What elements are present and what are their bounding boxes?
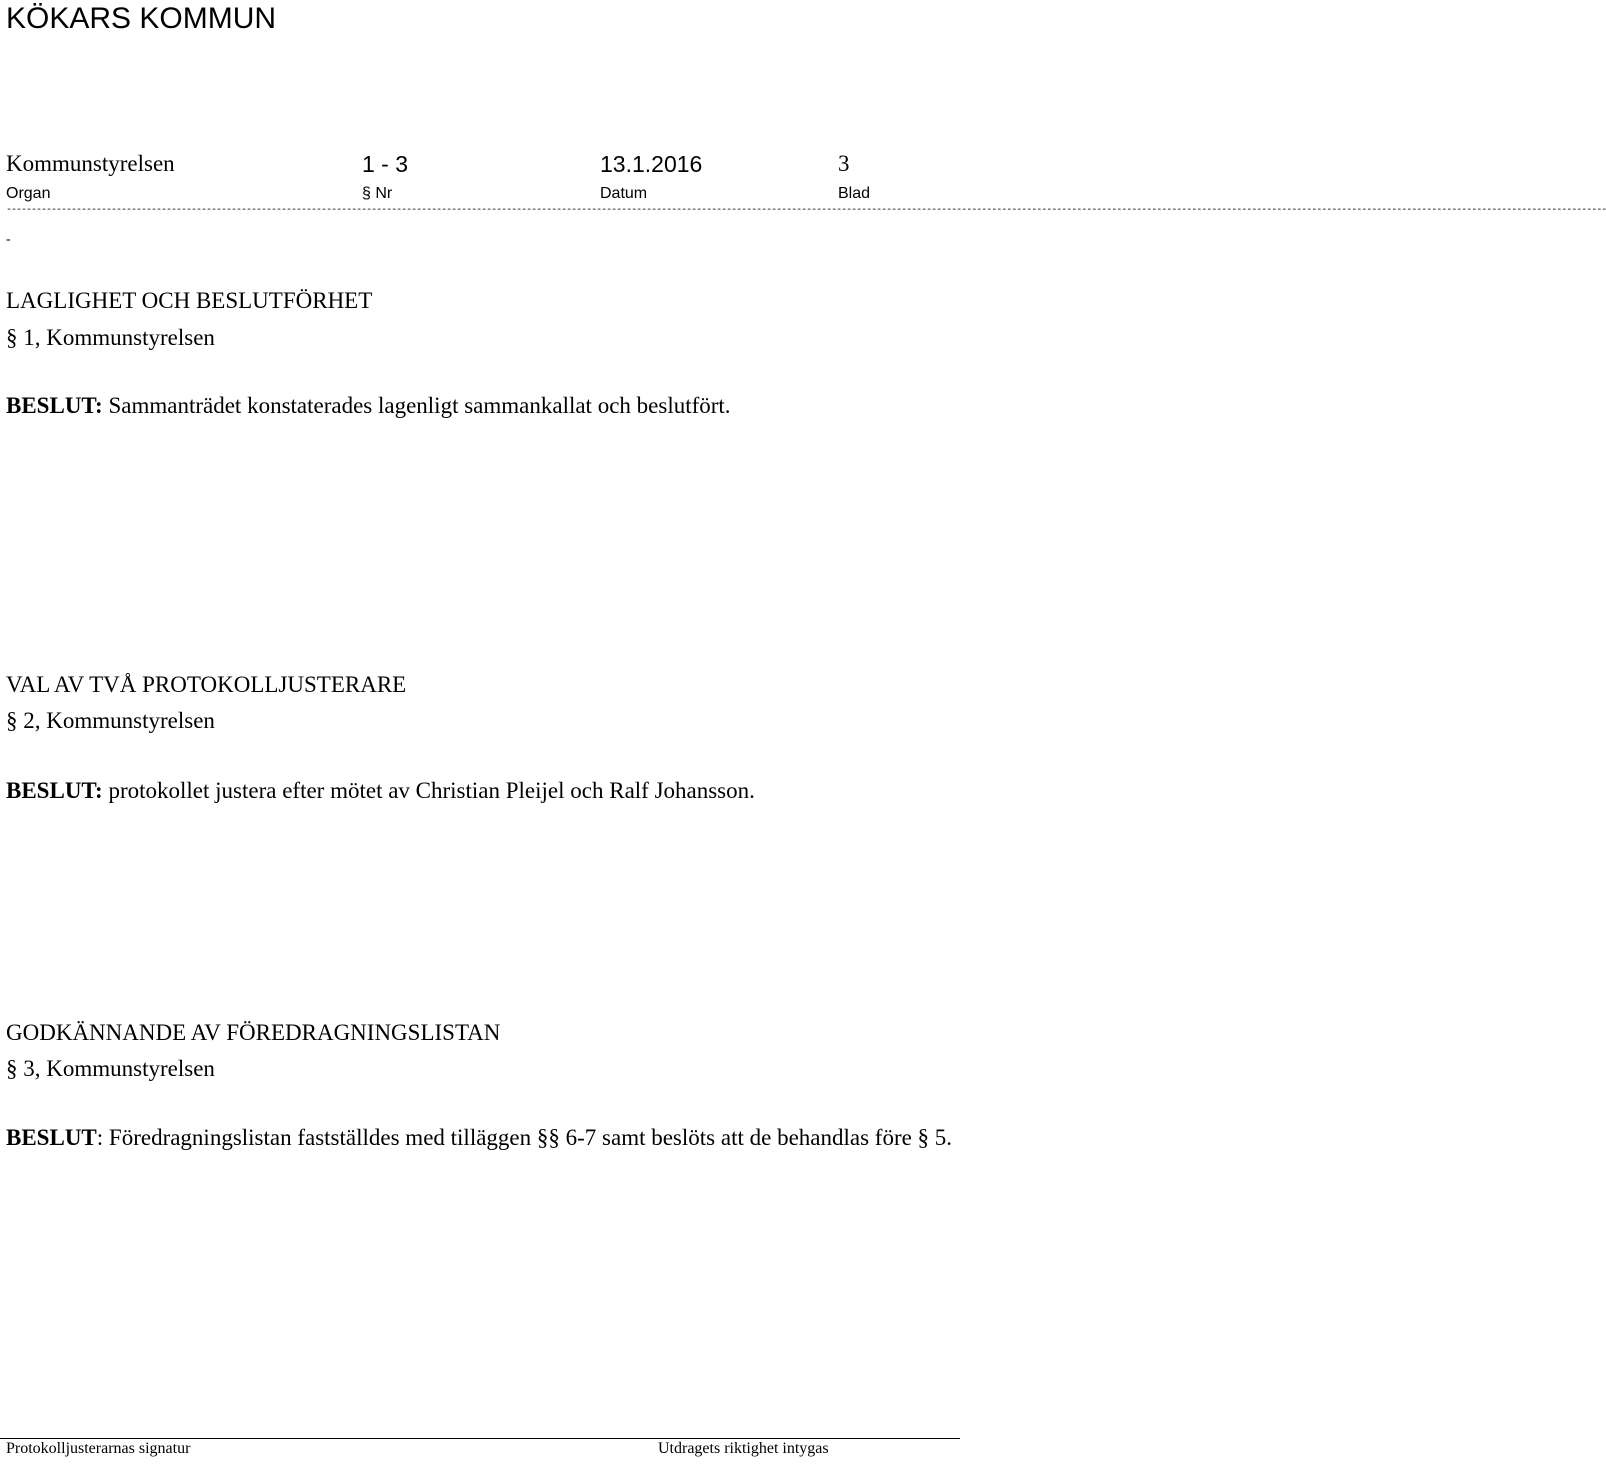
- municipality-name: KÖKARS KOMMUN: [6, 2, 277, 35]
- nr-value: 1 - 3: [362, 151, 409, 177]
- footer-rule: [0, 1438, 960, 1439]
- footer-certification-label: Utdragets riktighet intygas: [658, 1440, 829, 1457]
- decision-label: BESLUT:: [6, 778, 103, 803]
- nr-label: § Nr: [362, 185, 393, 202]
- datum-label: Datum: [600, 185, 648, 202]
- decision-text: protokollet justera efter mötet av Christian Pleijel och Ralf Johansson.: [102, 778, 755, 803]
- blad-label: Blad: [838, 185, 871, 202]
- section-3-decision: [6, 1121, 956, 1155]
- datum-value: 13.1.2016: [600, 151, 703, 177]
- separator-dash-line: --------------------------------------------------------------------------------------------------------------------------------------------------------------------------------------------------------------------------------------------------------------------------------------------------------------------------------: [6, 205, 1606, 216]
- decision-label: BESLUT: [6, 1125, 97, 1150]
- separator-tail: -: [6, 232, 11, 247]
- section-1-decision: [6, 393, 731, 419]
- section-1-heading: LAGLIGHET OCH BESLUTFÖRHET: [6, 288, 373, 313]
- organ-value: Kommunstyrelsen: [6, 151, 175, 176]
- blad-value: 3: [838, 151, 850, 176]
- organ-label: Organ: [6, 185, 51, 202]
- section-2-decision: [6, 778, 755, 804]
- decision-text: Sammanträdet konstaterades lagenligt sammankallat och beslutfört.: [102, 393, 731, 418]
- footer-signature-label: Protokolljusterarnas signatur: [6, 1440, 191, 1457]
- section-2-heading: VAL AV TVÅ PROTOKOLLJUSTERARE: [6, 672, 407, 697]
- decision-label: BESLUT:: [6, 393, 103, 418]
- section-3-heading: GODKÄNNANDE AV FÖREDRAGNINGSLISTAN: [6, 1020, 501, 1045]
- section-3-paragraph: § 3, Kommunstyrelsen: [6, 1056, 215, 1081]
- section-2-paragraph: § 2, Kommunstyrelsen: [6, 708, 215, 733]
- section-1-paragraph: § 1, Kommunstyrelsen: [6, 325, 215, 350]
- decision-text: : Föredragningslistan fastställdes med tilläggen §§ 6-7 samt beslöts att de behandlas före § 5.: [96, 1125, 953, 1150]
